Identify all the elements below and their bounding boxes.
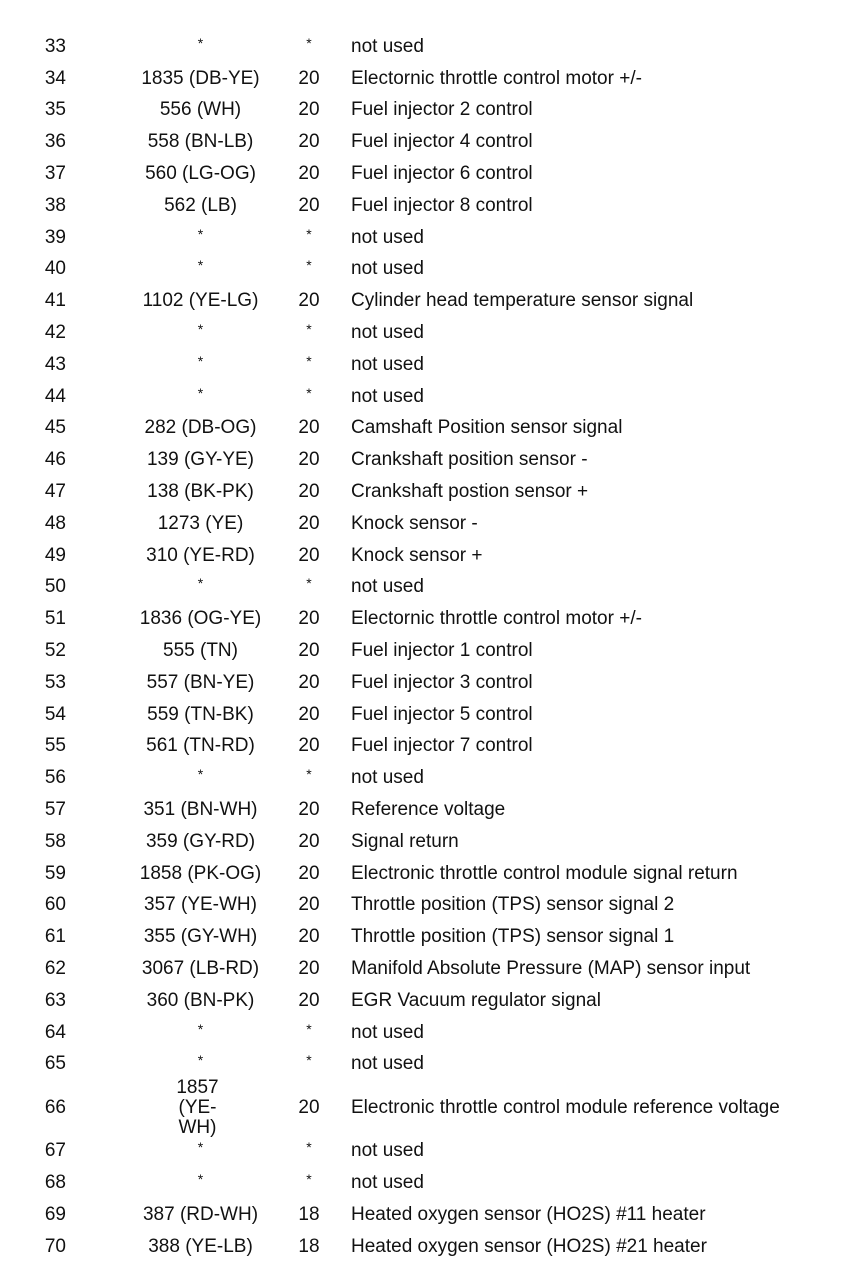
- table-row: [0, 540, 864, 572]
- table-row: [0, 858, 864, 890]
- circuit-color: 558 (BN-LB): [147, 131, 254, 153]
- pinout-table: [0, 31, 864, 1262]
- wire-gauge: 20: [298, 512, 320, 534]
- table-row: [0, 31, 864, 63]
- circuit-color: 556 (WH): [159, 99, 242, 121]
- pin-description: not used: [351, 1140, 424, 1162]
- pin-description: Camshaft Position sensor signal: [351, 417, 623, 439]
- pin-number: 35: [44, 99, 66, 121]
- table-row: [0, 63, 864, 95]
- pin-number: 50: [44, 576, 66, 598]
- wire-gauge: 20: [298, 958, 320, 979]
- circuit-color: 562 (LB): [164, 194, 237, 216]
- pin-description: Manifold Absolute Pressure (MAP) sensor input: [351, 958, 751, 979]
- table-row: [0, 508, 864, 540]
- circuit-color: *: [197, 1020, 204, 1037]
- circuit-color: *: [197, 1170, 204, 1187]
- pin-number: 67: [44, 1140, 66, 1162]
- wire-gauge: *: [306, 352, 312, 369]
- circuit-color: *: [197, 1052, 204, 1069]
- pin-description: Fuel injector 2 control: [351, 99, 533, 121]
- table-row: [0, 985, 864, 1017]
- pin-number: 65: [44, 1053, 66, 1075]
- table-row: [0, 126, 864, 158]
- pin-description: not used: [351, 35, 424, 57]
- wire-gauge: 20: [298, 894, 320, 916]
- circuit-color: 3067 (LB-RD): [141, 958, 260, 979]
- table-row: [0, 1135, 864, 1167]
- circuit-color: 1835 (DB-YE): [141, 67, 260, 89]
- wire-gauge: 20: [298, 640, 320, 662]
- table-row: [0, 1199, 864, 1231]
- pin-description: Fuel injector 6 control: [351, 163, 533, 185]
- circuit-color: *: [197, 225, 204, 242]
- pin-number: 47: [44, 481, 66, 503]
- pin-description: Cylinder head temperature sensor signal: [351, 290, 694, 312]
- pin-number: 33: [44, 35, 66, 57]
- table-row: [0, 1076, 864, 1138]
- wire-gauge: *: [306, 1170, 312, 1187]
- pin-description: not used: [351, 385, 424, 407]
- pin-number: 57: [44, 799, 66, 821]
- pin-description: Fuel injector 5 control: [351, 703, 533, 725]
- pin-number: 69: [44, 1203, 66, 1225]
- circuit-color: 561 (TN-RD): [146, 735, 255, 757]
- pin-number: 55: [44, 735, 66, 757]
- pin-description: Electornic throttle control motor +/-: [351, 67, 642, 89]
- pin-description: not used: [351, 226, 424, 248]
- pin-description: Signal return: [351, 830, 459, 852]
- circuit-color: 351 (BN-WH): [143, 799, 258, 821]
- pin-number: 51: [44, 608, 66, 630]
- table-row: [0, 572, 864, 604]
- wire-gauge: *: [306, 34, 312, 51]
- pin-description: Knock sensor +: [351, 544, 483, 566]
- circuit-color: *: [197, 766, 204, 783]
- circuit-color: 1836 (OG-YE): [139, 608, 262, 630]
- pin-description: Fuel injector 1 control: [351, 640, 533, 662]
- pin-number: 68: [44, 1171, 66, 1193]
- table-row: [0, 95, 864, 127]
- table-row: [0, 890, 864, 922]
- circuit-color: *: [197, 321, 204, 338]
- pin-description: not used: [351, 1171, 424, 1193]
- table-row: [0, 794, 864, 826]
- pin-number: 40: [44, 258, 66, 280]
- table-row: [0, 953, 864, 985]
- pin-description: not used: [351, 1053, 424, 1075]
- table-row: [0, 635, 864, 667]
- table-row: [0, 476, 864, 508]
- pin-number: 37: [44, 163, 66, 185]
- wire-gauge: 20: [298, 481, 320, 503]
- pin-description: Throttle position (TPS) sensor signal 2: [351, 894, 675, 916]
- circuit-color: 139 (GY-YE): [146, 449, 254, 471]
- circuit-color: *: [197, 34, 204, 51]
- pin-number: 62: [44, 958, 66, 979]
- pin-description: not used: [351, 258, 424, 280]
- wire-gauge: 20: [298, 862, 320, 884]
- pin-description: Fuel injector 8 control: [351, 194, 533, 216]
- circuit-color: 560 (LG-OG): [145, 163, 256, 185]
- pin-description: Reference voltage: [351, 799, 506, 821]
- table-row: [0, 254, 864, 286]
- wire-gauge: 20: [298, 194, 320, 216]
- pin-number: 49: [44, 544, 66, 566]
- wire-gauge: 20: [298, 671, 320, 693]
- pin-description: Heated oxygen sensor (HO2S) #21 heater: [351, 1235, 707, 1257]
- wire-gauge: 18: [298, 1203, 320, 1225]
- table-row: [0, 190, 864, 222]
- wire-gauge: *: [306, 225, 312, 242]
- table-row: [0, 921, 864, 953]
- wire-gauge: 20: [298, 799, 320, 821]
- circuit-color: 388 (YE-LB): [148, 1235, 253, 1257]
- pin-description: not used: [351, 767, 424, 789]
- pin-number: 61: [44, 926, 66, 948]
- circuit-color: *: [197, 384, 204, 401]
- pin-description: not used: [351, 576, 424, 598]
- wire-gauge: *: [306, 257, 312, 274]
- pin-description: Electronic throttle control module signal return: [351, 862, 738, 884]
- pin-number: 46: [44, 449, 66, 471]
- pin-number: 43: [44, 353, 66, 375]
- table-row: [0, 1231, 864, 1263]
- pin-number: 54: [44, 703, 66, 725]
- pin-number: 60: [44, 894, 66, 916]
- circuit-color: 355 (GY-WH): [143, 926, 258, 948]
- pin-description: EGR Vacuum regulator signal: [351, 989, 601, 1011]
- table-row: [0, 1049, 864, 1081]
- circuit-color: 282 (DB-OG): [144, 417, 257, 439]
- wire-gauge: *: [306, 575, 312, 592]
- pin-number: 56: [44, 767, 66, 789]
- table-row: [0, 603, 864, 635]
- wire-gauge: 20: [298, 544, 320, 566]
- table-row: [0, 349, 864, 381]
- circuit-color: *: [197, 1139, 204, 1156]
- wire-gauge: 20: [298, 163, 320, 185]
- wire-gauge: 20: [298, 67, 320, 89]
- pin-number: 66: [44, 1096, 66, 1118]
- table-row: [0, 285, 864, 317]
- pin-number: 36: [44, 131, 66, 153]
- wire-gauge: 20: [298, 1096, 320, 1118]
- circuit-color: *: [197, 352, 204, 369]
- circuit-color: 357 (YE-WH): [144, 894, 257, 916]
- wire-gauge: 20: [298, 926, 320, 948]
- wire-gauge: 20: [298, 417, 320, 439]
- wire-gauge: *: [306, 321, 312, 338]
- pin-number: 38: [44, 194, 66, 216]
- wire-gauge: 20: [298, 290, 320, 312]
- circuit-color: 557 (BN-YE): [146, 671, 255, 693]
- table-row: [0, 222, 864, 254]
- pin-description: Crankshaft position sensor -: [351, 449, 588, 471]
- pin-description: Fuel injector 4 control: [351, 131, 533, 153]
- circuit-color: 559 (TN-BK): [147, 703, 254, 725]
- pin-number: 41: [44, 290, 66, 312]
- circuit-color: 1273 (YE): [157, 512, 244, 534]
- table-row: [0, 444, 864, 476]
- circuit-color: 138 (BK-PK): [147, 481, 254, 503]
- wire-gauge: 20: [298, 830, 320, 852]
- wire-gauge: *: [306, 1052, 312, 1069]
- pin-number: 53: [44, 671, 66, 693]
- circuit-color: 555 (TN): [163, 640, 238, 662]
- table-row: [0, 731, 864, 763]
- table-row: [0, 826, 864, 858]
- circuit-color: 360 (BN-PK): [146, 989, 255, 1011]
- pin-number: 48: [44, 512, 66, 534]
- circuit-color: *: [197, 257, 204, 274]
- table-row: [0, 667, 864, 699]
- circuit-color: 1858 (PK-OG): [139, 862, 262, 884]
- circuit-color: 1857 (YE-WH): [176, 1076, 219, 1138]
- wire-gauge: *: [306, 1020, 312, 1037]
- wire-gauge: 20: [298, 735, 320, 757]
- pin-description: Throttle position (TPS) sensor signal 1: [351, 926, 675, 948]
- pin-number: 34: [44, 67, 66, 89]
- wire-gauge: 20: [298, 131, 320, 153]
- pin-number: 63: [44, 989, 66, 1011]
- pin-number: 44: [44, 385, 66, 407]
- table-row: [0, 699, 864, 731]
- pin-number: 45: [44, 417, 66, 439]
- table-row: [0, 413, 864, 445]
- wire-gauge: *: [306, 1139, 312, 1156]
- wire-gauge: *: [306, 384, 312, 401]
- pin-number: 39: [44, 226, 66, 248]
- circuit-color: 359 (GY-RD): [145, 830, 256, 852]
- wire-gauge: 18: [298, 1235, 320, 1257]
- pin-description: Heated oxygen sensor (HO2S) #11 heater: [351, 1203, 706, 1225]
- table-row: [0, 762, 864, 794]
- circuit-color: *: [197, 575, 204, 592]
- pin-description: Electronic throttle control module reference voltage: [351, 1096, 780, 1118]
- pin-description: Knock sensor -: [351, 512, 478, 534]
- table-row: [0, 381, 864, 413]
- pin-number: 42: [44, 322, 66, 344]
- pin-number: 64: [44, 1021, 66, 1043]
- wire-gauge: *: [306, 766, 312, 783]
- pin-description: Electornic throttle control motor +/-: [351, 608, 642, 630]
- circuit-color: 1102 (YE-LG): [142, 290, 259, 312]
- pin-description: not used: [351, 322, 424, 344]
- pin-description: not used: [351, 353, 424, 375]
- table-row: [0, 1017, 864, 1049]
- table-row: [0, 317, 864, 349]
- pin-description: Fuel injector 7 control: [351, 735, 533, 757]
- circuit-color: 387 (RD-WH): [142, 1203, 259, 1225]
- wire-gauge: 20: [298, 99, 320, 121]
- wire-gauge: 20: [298, 449, 320, 471]
- pin-number: 59: [44, 862, 66, 884]
- wire-gauge: 20: [298, 989, 320, 1011]
- pin-number: 70: [44, 1235, 66, 1257]
- table-row: [0, 1167, 864, 1199]
- wire-gauge: 20: [298, 703, 320, 725]
- circuit-color: 310 (YE-RD): [146, 544, 255, 566]
- wire-gauge: 20: [298, 608, 320, 630]
- pin-description: Crankshaft postion sensor +: [351, 481, 589, 503]
- pin-number: 52: [44, 640, 66, 662]
- pin-description: Fuel injector 3 control: [351, 671, 533, 693]
- table-row: [0, 158, 864, 190]
- pin-description: not used: [351, 1021, 424, 1043]
- pin-number: 58: [44, 830, 66, 852]
